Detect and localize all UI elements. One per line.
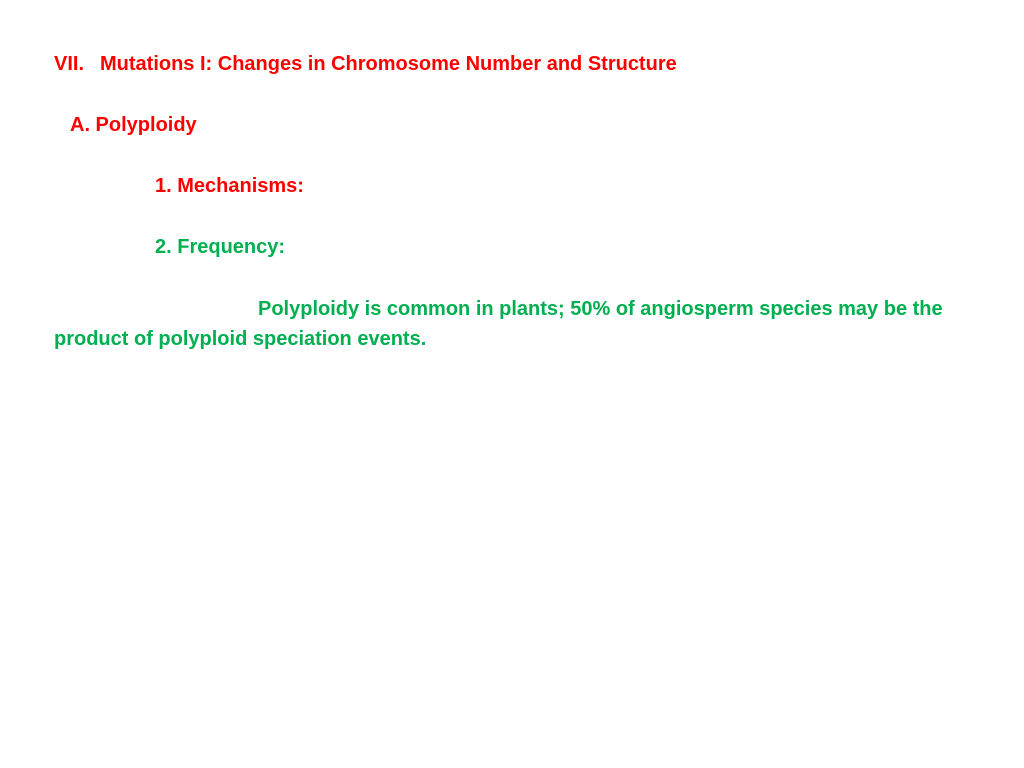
heading-number: VII. [54, 53, 85, 75]
heading-title: Mutations I: Changes in Chromosome Number and Structure [100, 53, 677, 75]
slide-heading [54, 49, 677, 79]
item-mechanisms: 1. Mechanisms: [155, 175, 304, 197]
section-heading-polyploidy: A. Polyploidy [70, 114, 197, 136]
item-frequency: 2. Frequency: [155, 236, 286, 258]
frequency-paragraph: Polyploidy is common in plants; 50% of angiosperm species may be the product of polyploid speciation events. [54, 298, 943, 350]
